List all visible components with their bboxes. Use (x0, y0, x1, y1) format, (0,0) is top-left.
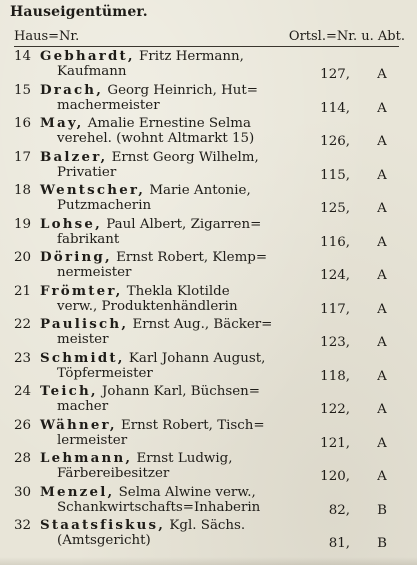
owner-list (14, 48, 406, 551)
owner-details: Karl Johann August, (124, 350, 266, 366)
entry-first-line (14, 517, 245, 534)
ortsliste-number: 114, (320, 100, 350, 116)
abteilung: B (377, 536, 387, 551)
owner-surname: Gebhardt, (40, 48, 135, 64)
owner-surname: Teich, (40, 383, 98, 399)
ortsliste-number: 115, (320, 167, 350, 183)
house-number: 32 (14, 518, 32, 533)
owner-occupation: lermeister (57, 432, 128, 448)
abteilung: A (377, 301, 387, 317)
page-edge-shadow (0, 557, 417, 565)
abteilung: A (377, 167, 387, 183)
owner-surname: Döring, (40, 249, 112, 265)
owner-occupation: nermeister (57, 265, 132, 280)
owner-surname: Wentscher, (40, 182, 146, 198)
list-item (14, 484, 406, 518)
abteilung: A (377, 402, 387, 417)
owner-details: Marie Antonie, (145, 183, 251, 198)
owner-details: Kgl. Sächs. (165, 518, 246, 533)
abteilung: A (377, 201, 387, 216)
house-number: 18 (14, 183, 32, 198)
ortsliste-number: 116, (320, 234, 350, 250)
entry-first-line (14, 182, 251, 199)
owner-surname: Balzer, (40, 148, 108, 165)
list-item (14, 383, 406, 417)
house-number: 14 (14, 49, 32, 64)
house-number: 30 (14, 484, 32, 500)
abteilung: A (377, 268, 387, 283)
entry-first-line (14, 383, 260, 400)
list-item (14, 149, 406, 183)
ortsliste-number: 121, (320, 435, 350, 451)
list-item (14, 182, 406, 216)
abteilung: A (377, 67, 387, 82)
owner-occupation: Töpfermeister (57, 365, 153, 381)
ortsliste-number: 125, (320, 201, 350, 216)
owner-occupation: verw., Produktenhändlerin (57, 298, 238, 314)
list-item (14, 249, 406, 283)
entry-first-line (14, 48, 244, 65)
abteilung: A (377, 335, 387, 350)
entry-first-line (14, 316, 272, 333)
entry-first-line (14, 283, 230, 300)
ortsliste-number: 127, (320, 67, 350, 82)
entry-first-line (14, 149, 259, 166)
ortsliste-number: 122, (320, 402, 350, 417)
owner-surname: Menzel, (40, 483, 115, 500)
entry-first-line (14, 350, 265, 367)
owner-occupation: fabrikant (57, 231, 120, 247)
owner-details: Fritz Hermann, (134, 49, 244, 64)
ortsliste-number: 117, (320, 301, 350, 317)
entry-first-line (14, 484, 256, 501)
owner-occupation: Färbereibesitzer (57, 466, 170, 481)
abteilung: A (377, 234, 387, 250)
list-item (14, 115, 406, 149)
owner-surname: Wähner, (40, 416, 117, 433)
owner-occupation: verehel. (wohnt Altmarkt 15) (57, 131, 255, 146)
house-number: 17 (14, 149, 32, 165)
house-number: 22 (14, 317, 32, 332)
house-number: 23 (14, 350, 32, 366)
list-item (14, 216, 406, 250)
owner-surname: Lohse, (40, 215, 103, 232)
list-item (14, 450, 406, 484)
owner-occupation: Putzmacherin (57, 198, 152, 213)
abteilung: B (377, 502, 387, 518)
list-item (14, 316, 406, 350)
owner-occupation: Privatier (57, 164, 117, 180)
house-number: 15 (14, 82, 32, 98)
header-divider (14, 46, 399, 47)
house-number: 24 (14, 384, 32, 399)
entry-first-line (14, 249, 267, 266)
owner-occupation: macher (57, 399, 109, 414)
abteilung: A (377, 469, 387, 484)
house-number: 19 (14, 216, 32, 232)
entry-first-line (14, 216, 261, 233)
owner-surname: May, (40, 115, 84, 131)
owner-occupation: Schankwirtschafts=Inhaberin (57, 499, 261, 515)
owner-surname: Frömter, (40, 282, 123, 299)
abteilung: A (377, 134, 387, 149)
ortsliste-number: 124, (320, 268, 350, 283)
abteilung: A (377, 368, 387, 384)
owner-occupation: machermeister (57, 97, 160, 113)
house-number: 21 (14, 283, 32, 299)
header-ortsliste-abteilung: Ortsl.=Nr. u. Abt. (288, 29, 405, 44)
ortsliste-number: 123, (320, 335, 350, 350)
owner-details: Thekla Klotilde (122, 283, 230, 299)
section-title: Hauseigentümer. (10, 4, 148, 20)
list-item (14, 350, 406, 384)
owner-details: Selma Alwine verw., (114, 484, 256, 500)
owner-details: Ernst Robert, Tisch= (116, 417, 265, 433)
owner-surname: Schmidt, (40, 349, 125, 366)
entry-first-line (14, 417, 265, 434)
ortsliste-number: 82, (328, 502, 350, 518)
owner-details: Ernst Ludwig, (132, 451, 233, 466)
list-item (14, 48, 406, 82)
abteilung: A (377, 100, 387, 116)
owner-occupation: (Amtsgericht) (57, 533, 151, 548)
list-item (14, 283, 406, 317)
owner-surname: Lehmann, (40, 450, 133, 466)
owner-details: Amalie Ernestine Selma (83, 116, 251, 131)
entry-first-line (14, 450, 232, 467)
house-number: 20 (14, 250, 32, 265)
owner-occupation: Kaufmann (57, 64, 127, 79)
owner-details: Ernst Aug., Bäcker= (128, 317, 273, 332)
ortsliste-number: 118, (320, 368, 350, 384)
owner-surname: Drach, (40, 81, 104, 98)
entry-first-line (14, 115, 251, 132)
abteilung: A (377, 435, 387, 451)
owner-details: Ernst Georg Wilhelm, (107, 149, 259, 165)
header-house-number: Haus=Nr. (14, 29, 80, 44)
owner-surname: Staatsfiskus, (40, 517, 166, 533)
owner-surname: Paulisch, (40, 316, 129, 332)
owner-details: Paul Albert, Zigarren= (102, 216, 262, 232)
ortsliste-number: 120, (320, 469, 350, 484)
list-item (14, 517, 406, 551)
owner-details: Johann Karl, Büchsen= (97, 384, 261, 399)
house-number: 28 (14, 451, 32, 466)
entry-first-line (14, 82, 258, 99)
owner-details: Georg Heinrich, Hut= (103, 82, 259, 98)
ortsliste-number: 126, (320, 134, 350, 149)
ortsliste-number: 81, (328, 536, 350, 551)
house-number: 16 (14, 116, 32, 131)
column-header (14, 29, 405, 45)
house-number: 26 (14, 417, 32, 433)
owner-occupation: meister (57, 332, 109, 347)
owner-details: Ernst Robert, Klemp= (111, 250, 268, 265)
list-item (14, 417, 406, 451)
list-item (14, 82, 406, 116)
